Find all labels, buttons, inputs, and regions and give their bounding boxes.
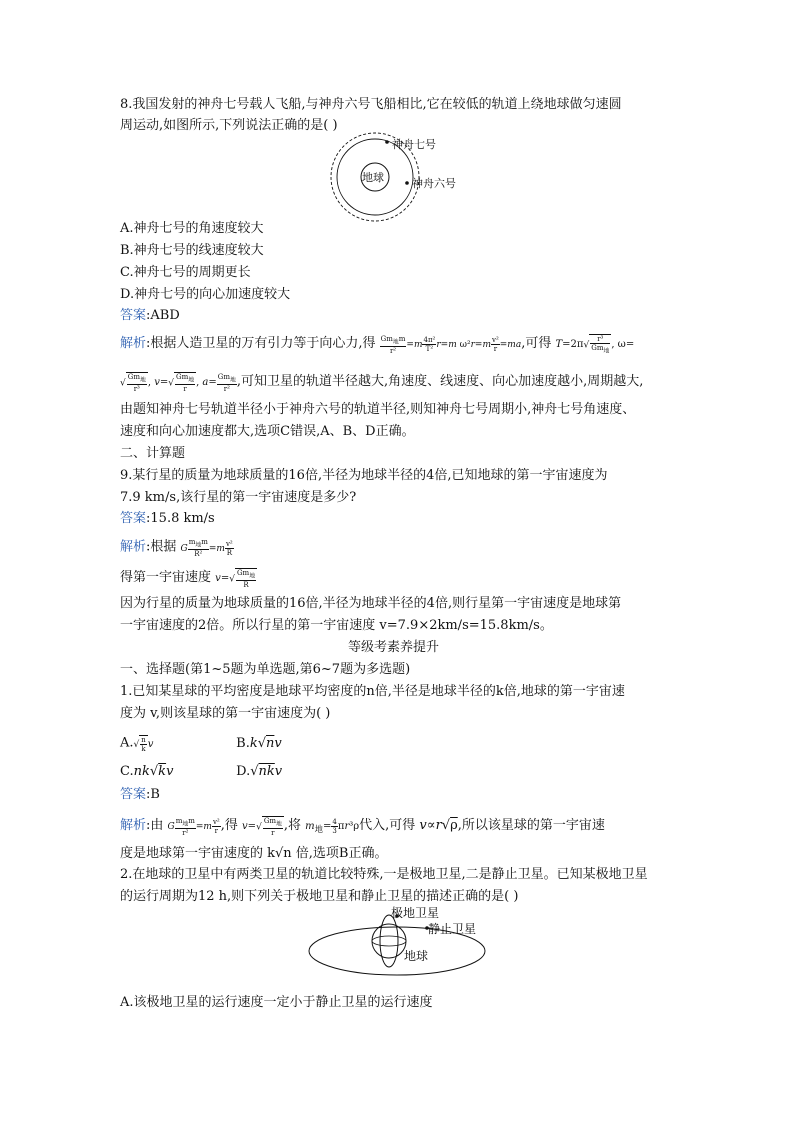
q9-explanation-line4: 一宇宙速度的2倍。所以行星的第一宇宙速度 v=7.9×2km/s=15.8km/s。 xyxy=(120,618,553,633)
q1-formula-4: v∝r√ρ xyxy=(419,818,458,834)
q8-explanation-line4: 速度和向心加速度都大,选项C错误,A、B、D正确。 xyxy=(120,424,415,439)
q8-stem-line1: 8.我国发射的神舟七号载人飞船,与神舟六号飞船相比,它在较低的轨道上绕地球做匀速圆 xyxy=(120,97,622,112)
q1-option-a-formula: √ $\frac{n}{k}$ v xyxy=(133,736,154,753)
q1-option-c-formula: nk√kv xyxy=(133,764,174,779)
q1-formula-3: $m_地=$ $\frac{4}{3}$ πr³ρ xyxy=(305,818,360,836)
q2-fig-polar-label: 极地卫星 xyxy=(391,906,440,920)
q2-stem-line2: 的运行周期为12 h,则下列关于极地卫星和静止卫星的描述正确的是( ) xyxy=(120,889,519,904)
level-title: 等级考素养提升 xyxy=(348,640,440,655)
sz6-dot xyxy=(405,181,409,185)
q8-explanation-line2: √ $\frac{Gm_地}{\text{r³}}$ , v=√ $\frac{Gm_地}{r}$ , a= $\frac{Gm_地}{\text{r²}}$ ,可知卫星的轨道半径越大,角速度、线速度、向心加速度越小,周期越大, xyxy=(120,372,644,394)
q8-formula-1: $\frac{Gm_地m}{\text{r²}}$ =m $\frac{\text{4π²}}{\text{T²}}$ r=m ω²r=m $\frac{\text{v²}}{r}$ =ma xyxy=(380,334,522,355)
q2-fig-geo-label: 静止卫星 xyxy=(428,922,477,936)
q1-answer: :B xyxy=(146,787,160,802)
q9-stem-line1: 9.某行星的质量为地球质量的16倍,半径为地球半径的4倍,已知地球的第一宇宙速度为 xyxy=(120,468,608,483)
q1-stem-line1: 1.已知某星球的平均密度是地球平均密度的n倍,半径是地球半径的k倍,地球的第一宇宙速 xyxy=(120,684,625,699)
q8-formula-2: √ $\frac{Gm_地}{\text{r³}}$ , v=√ $\frac{Gm_地}{r}$ , a= $\frac{Gm_地}{\text{r²}}$ xyxy=(120,372,236,394)
q1-option-d-label: D. xyxy=(236,764,251,779)
q9-formula-2: v=√ $\frac{Gm_地}{R}$ xyxy=(215,569,256,590)
q1-option-a-label: A. xyxy=(120,735,134,751)
section-2-heading: 二、计算题 xyxy=(120,446,186,461)
section-1-heading: 一、选择题(第1~5题为单选题,第6~7题为多选题) xyxy=(120,662,411,677)
q9-answer: :15.8 km/s xyxy=(146,511,215,526)
q9-explanation-line2: 得第一宇宙速度 v=√ $\frac{Gm_地}{R}$ xyxy=(120,569,256,590)
q8-explanation-line3: 由题知神舟七号轨道半径小于神舟六号的轨道半径,则知神舟七号周期小,神舟七号角速度、 xyxy=(120,402,636,417)
q1-option-b-label: B. xyxy=(236,735,250,751)
q1-formula-2: v=√ $\frac{Gm_地}{r}$ xyxy=(242,817,282,838)
earth-equator xyxy=(372,936,406,946)
q9-stem-line2: 7.9 km/s,该行星的第一宇宙速度是多少? xyxy=(120,490,357,505)
q8-explanation-line1: 解析:根据人造卫星的万有引力等于向心力,得 $\frac{Gm_地m}{\text{r²}}$ =m $\frac{\text{4π²}}{\text{T²}}$ r=m ω²r=m $\frac{\text{v²}}{r}$ =ma,可得 T=2π√ $\frac{\text{r³}}{Gm_地}$ , ω= xyxy=(120,334,635,355)
q1-formula-1: G $\frac{m_地m}{\text{r²}}$ =m $\frac{\text{v²}}{r}$ xyxy=(167,816,220,837)
polar-orbit-ellipse xyxy=(380,915,398,967)
q8-fig-sz6-label: 神舟六号 xyxy=(412,177,456,190)
q8-fig-sz7-label: 神舟七号 xyxy=(392,138,436,151)
q1-explanation-line1: 解析:由 G $\frac{m_地m}{\text{r²}}$ =m $\frac{\text{v²}}{r}$ ,得 v=√ $\frac{Gm_地}{r}$ ,将 $m_地=$ $\frac{4}{3}$ πr³ρ代入,可得 v∝r√ρ,所以该星球的第一宇宙速 xyxy=(120,816,605,838)
q9-explanation-line3: 因为行星的质量为地球质量的16倍,半径为地球半径的4倍,则行星第一宇宙速度是地球第 xyxy=(120,596,622,611)
q9-formula-1: G $\frac{m_地m}{\text{R²}}$ =m $\frac{\text{v²}}{R}$ xyxy=(180,538,233,559)
q1-options-row1 xyxy=(120,735,348,753)
q2-fig-earth-label: 地球 xyxy=(404,949,429,963)
q1-option-d-formula: √nkv xyxy=(250,764,283,779)
sz7-dot xyxy=(385,140,389,144)
q8-answer-label: 答案 xyxy=(120,308,147,323)
q8-option-d: D.神舟七号的向心加速度较大 xyxy=(120,287,291,302)
q8-option-b: B.神舟七号的线速度较大 xyxy=(120,243,264,258)
q1-stem-line2: 度为 v,则该星球的第一宇宙速度为( ) xyxy=(120,706,331,721)
q1-exp-label: 解析 xyxy=(120,818,147,834)
q8-stem-line2: 周运动,如图所示,下列说法正确的是( ) xyxy=(120,118,338,133)
q9-answer-label: 答案 xyxy=(120,511,147,526)
q8-answer: :ABD xyxy=(146,308,180,323)
q8-fig-earth-label: 地球 xyxy=(362,171,384,184)
q8-option-a: A.神舟七号的角速度较大 xyxy=(120,221,264,236)
q1-option-c-label: C. xyxy=(120,764,134,779)
q8-option-c: C.神舟七号的周期更长 xyxy=(120,265,251,280)
q1-explanation-line2: 度是地球第一宇宙速度的 k√n 倍,选项B正确。 xyxy=(120,846,388,861)
q2-option-a: A.该极地卫星的运行速度一定小于静止卫星的运行速度 xyxy=(120,995,433,1010)
q8-formula-T: T=2π√ $\frac{\text{r³}}{Gm_地}$ , ω= xyxy=(555,335,635,355)
q8-exp-label: 解析 xyxy=(120,336,147,352)
earth-sphere xyxy=(372,924,406,958)
q1-options-row2 xyxy=(120,765,348,778)
q9-exp-label: 解析 xyxy=(120,539,147,555)
q1-answer-label: 答案 xyxy=(120,787,147,802)
q2-stem-line1: 2.在地球的卫星中有两类卫星的轨道比较特殊,一是极地卫星,二是静止卫星。已知某极地卫星 xyxy=(120,867,648,882)
q1-option-b-formula: k√nv xyxy=(249,735,282,751)
q9-explanation-line1: 解析:根据 G $\frac{m_地m}{\text{R²}}$ =m $\frac{\text{v²}}{R}$ xyxy=(120,538,233,559)
